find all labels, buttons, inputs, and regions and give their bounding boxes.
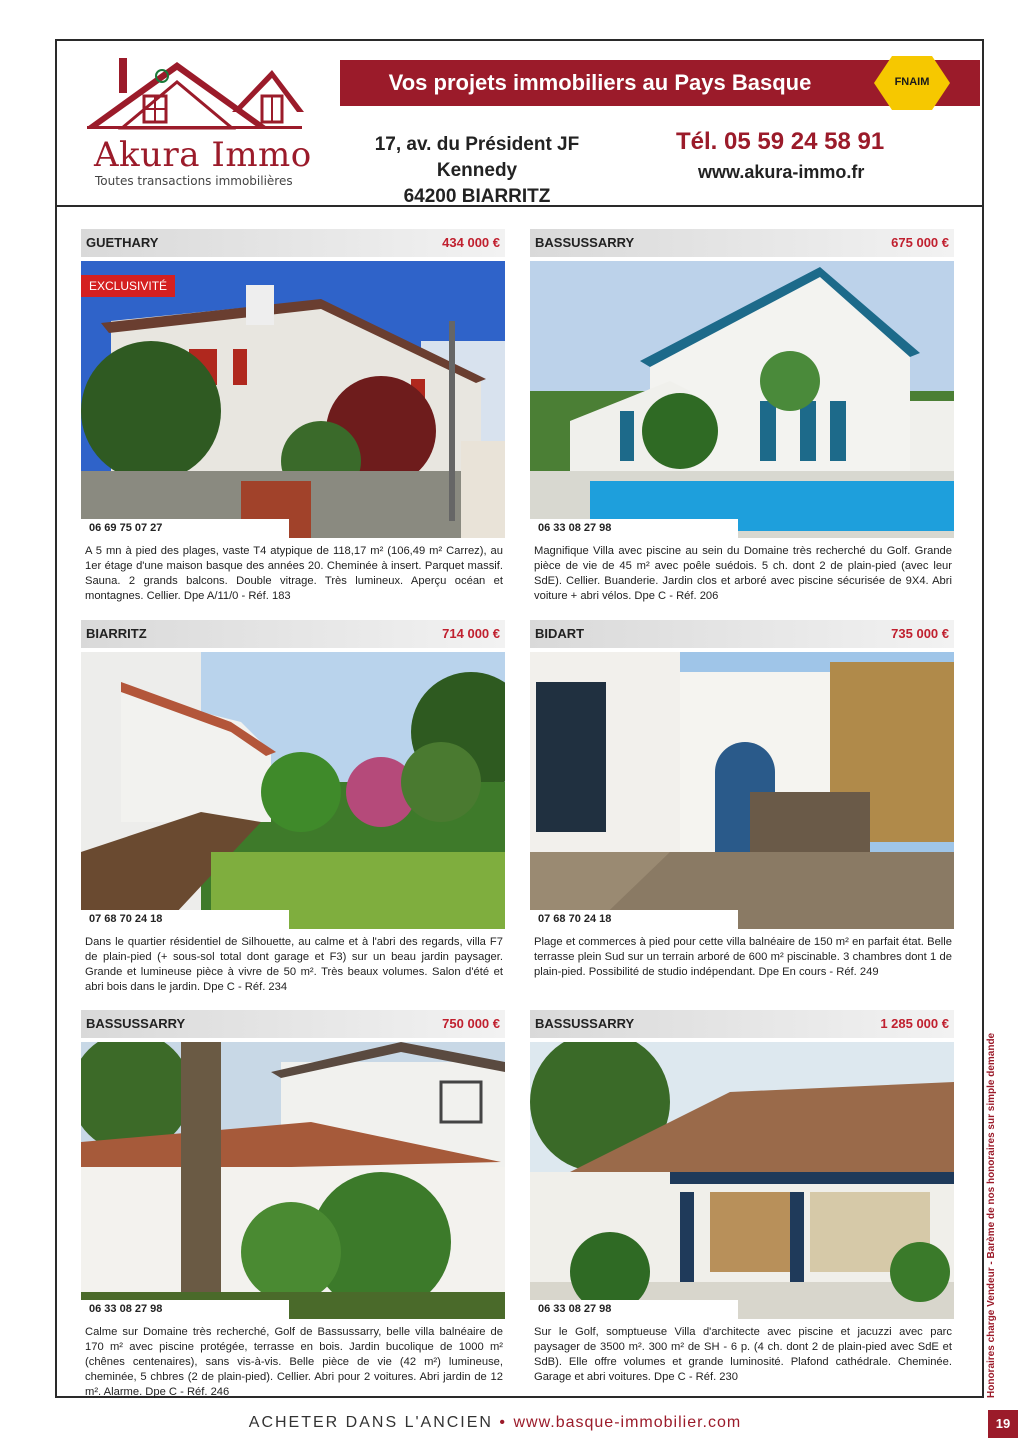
footer-url-link[interactable]: www.basque-immobilier.com [513,1414,742,1431]
listing-description: Calme sur Domaine très recherché, Golf de Bassussarry, belle villa balnéaire de 170 m² avec piscine protégée, terrasse en bois. Jardin bucolique de 1000 m² (chênes centenaires), sans vis-à-vis. Belle pièce de vie (42 m²) lumineuse, cheminée, 5 chbres (2 de plain-pied). Cellier. Abri pour 2 voitures. Abri jardin de 12 m². Alarme. Dpe C - Réf. 246 [85,1326,503,1398]
listing-header [81,229,505,257]
footer-separator: • [499,1414,508,1431]
page-footer [0,1414,990,1432]
agency-phone[interactable]: Tél. 05 59 24 58 91 [676,128,885,155]
logo-tagline: Toutes transactions immobilières [95,174,293,188]
listing-price: 675 000 € [891,235,949,250]
listing-description: Magnifique Villa avec piscine au sein du Domaine très recherché du Golf. Grande pièce de vie de 45 m² avec poêle suédois. 5 ch. dont 2 de plain-pied (avec leur SdE). Cellier. Buanderie. Jardin clos et arboré avec piscine sécurisée de 9X4. Abri voiture + abri vélos. Dpe C - Réf. 206 [534,545,952,602]
listing-city: BIARRITZ [86,626,147,641]
listing-photo[interactable] [81,1042,505,1319]
listing-price: 714 000 € [442,626,500,641]
listing-header [81,1010,505,1038]
address-line-1: 17, av. du Président JF Kennedy [374,134,580,181]
listing-phone[interactable]: 07 68 70 24 18 [530,910,738,929]
footer-section: ACHETER DANS L'ANCIEN [248,1414,493,1431]
fees-side-note [986,1032,1004,1400]
banner-title: Vos projets immobiliers au Pays Basque [388,70,812,95]
fnaim-label: FNAIM [894,76,930,88]
listing-description: Sur le Golf, somptueuse Villa d'architecte avec piscine et jacuzzi avec parc paysager de 3500 m². 300 m² de SH - 6 p. (4 ch. dont 2 de plain-pied avec SdE et SdB). Elle offre volumes et grande luminosité. Plafond cathédrale. Cheminée. Garage et abri voitures. Dpe C - Réf. 230 [534,1326,952,1383]
listing-photo[interactable] [530,1042,954,1319]
listing-phone[interactable]: 06 33 08 27 98 [530,1300,738,1319]
page-number: 19 [988,1410,1018,1438]
agency-website-link[interactable]: www.akura-immo.fr [698,162,865,182]
listing-photo[interactable] [81,652,505,929]
listing-price: 434 000 € [442,235,500,250]
listing-city: BASSUSSARRY [535,235,635,250]
listing-phone[interactable]: 07 68 70 24 18 [81,910,289,929]
listing-phone[interactable]: 06 69 75 07 27 [81,519,289,538]
listing-phone[interactable]: 06 33 08 27 98 [530,519,738,538]
listing-photo[interactable] [530,652,954,929]
listing-phone[interactable]: 06 33 08 27 98 [81,1300,289,1319]
listing-description: Plage et commerces à pied pour cette villa balnéaire de 150 m² en parfait état. Belle terrasse plein Sud sur un terrain arboré de 600 m² piscinable. 3 chambres dont 1 de plain-pied. Possibilité de studio indépendant. Dpe En cours - Réf. 249 [534,936,952,978]
listing-price: 1 285 000 € [880,1016,949,1031]
listing-header [530,620,954,648]
agency-address [342,132,612,210]
listing-price: 750 000 € [442,1016,500,1031]
listing-city: BASSUSSARRY [535,1016,635,1031]
listing-city: BASSUSSARRY [86,1016,186,1031]
listing-header [530,1010,954,1038]
address-line-2: 64200 BIARRITZ [403,186,551,207]
listing-city: BIDART [535,626,585,641]
listing-city: GUETHARY [86,235,159,250]
fees-note-text: Honoraires charge Vendeur - Barème de nos honoraires sur simple demande [986,1032,997,1398]
listing-description: Dans le quartier résidentiel de Silhouette, au calme et à l'abri des regards, villa F7 de plain-pied (+ sous-sol total dont garage et F3) sur un beau jardin paysager. Grande et lumineuse pièce à vivre de 50 m². Très beaux volumes. Salon d'été et abri bois dans le jardin. Dpe C - Réf. 234 [85,936,503,993]
listing-photo[interactable] [530,261,954,538]
listing-price: 735 000 € [891,626,949,641]
listing-header [81,620,505,648]
listing-header [530,229,954,257]
listing-description: A 5 mn à pied des plages, vaste T4 atypique de 118,17 m² (106,49 m² Carrez), au 1er étage d'une maison basque des années 20. Cheminée à insert. Parquet massif. Sauna. 2 grands balcons. Double vitrage. Très lumineux. Aperçu océan et montagnes. Cellier. Dpe A/11/0 - Réf. 183 [85,545,503,602]
exclusivity-badge: EXCLUSIVITÉ [81,275,175,297]
listing-photo[interactable] [81,261,505,538]
logo-wordmark: Akura Immo [94,135,312,175]
